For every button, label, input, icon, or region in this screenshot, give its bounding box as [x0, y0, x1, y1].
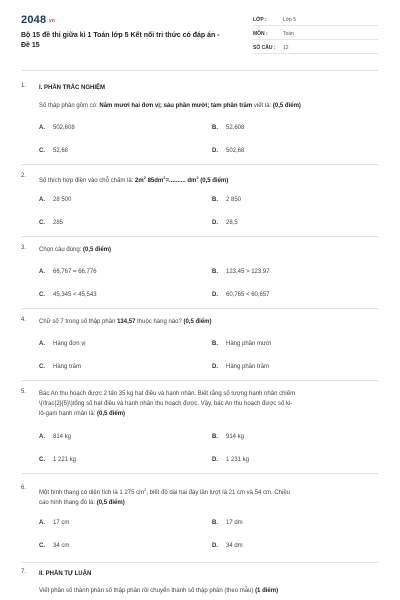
option-letter: B. — [212, 125, 218, 131]
option-letter: C. — [39, 543, 45, 549]
text-part: viết là: — [252, 103, 273, 109]
points: (0,5 điểm) — [272, 103, 301, 109]
logo-main: 2048 — [21, 14, 47, 26]
logo-suffix: .vn — [47, 18, 56, 24]
option-letter: A. — [39, 520, 45, 526]
meta-value: 12 — [283, 45, 289, 51]
text-part: Số thích hợp điền vào chỗ chấm là: — [39, 178, 135, 184]
option-letter: A. — [39, 341, 45, 347]
text-bold — [135, 175, 199, 184]
option-letter: C. — [39, 292, 45, 298]
option-text: Hàng đơn vị — [53, 341, 86, 347]
text-bold: Năm mươi hai đơn vị; sáu phần mười; tám phần trăm — [99, 103, 253, 109]
option-letter: D. — [212, 148, 218, 154]
option-text: Hàng phần mười — [226, 341, 272, 347]
text-part: Chữ số 7 trong số thập phân — [39, 319, 118, 325]
option-letter: B. — [212, 269, 218, 275]
option-text: 285 — [53, 220, 64, 226]
question-number: 4. — [21, 317, 27, 323]
question-text — [39, 485, 379, 508]
option-letter: A. — [39, 269, 45, 275]
option-text: 814 kg — [53, 434, 72, 440]
divider — [21, 380, 379, 381]
points: (0,5 điểm) — [96, 500, 125, 506]
question-number: 6. — [21, 485, 27, 491]
question-text — [39, 389, 379, 419]
divider — [21, 562, 379, 563]
option-text: 1 231 kg — [226, 457, 250, 463]
option-text: 2 850 — [226, 197, 242, 203]
option-text: 28 500 — [53, 197, 72, 203]
points: (0,5 điểm) — [97, 411, 126, 417]
meta-row-count — [253, 43, 378, 54]
question-text — [39, 317, 379, 327]
option-text: Hàng trăm — [53, 364, 82, 370]
option-letter: D. — [212, 364, 218, 370]
section-title: II. PHẦN TỰ LUẬN — [39, 571, 92, 577]
question-number: 2. — [21, 173, 27, 179]
text-part: Số thập phân gồm có: — [39, 103, 100, 109]
points: (0,5 điểm) — [183, 319, 212, 325]
header — [0, 0, 400, 62]
superscript: 2 — [163, 175, 166, 180]
text-bold: 134,57 — [117, 319, 136, 325]
points: (0,5 điểm) — [83, 247, 112, 253]
superscript: 2 — [196, 175, 199, 180]
text-line — [39, 409, 379, 419]
divider — [21, 236, 379, 237]
text-line — [39, 485, 379, 498]
question-number: 5. — [21, 389, 27, 395]
option-text: 502,608 — [53, 125, 75, 131]
text-part: Viết phân số thành phân số thập phân rồi chuyển thành số thập phân (theo mẫu) — [39, 588, 256, 594]
option-text: 914 kg — [226, 434, 245, 440]
option-text: 502,68 — [226, 148, 245, 154]
divider — [21, 164, 379, 165]
option-text: 123,45 > 123,97 — [226, 269, 270, 275]
text-part: =.......... dm — [165, 178, 197, 184]
option-text: 1 221 kg — [53, 457, 77, 463]
document-title: Bộ 15 đề thi giữa kì 1 Toán lớp 5 Kết nối tri thức có đáp án - Đề 15 — [21, 32, 220, 49]
text-line: Bác An thu hoạch được 2 tấn 35 kg hạt điều và hạnh nhân. Biết rằng số lượng hạnh nhân chiếm — [39, 391, 296, 397]
divider — [21, 473, 379, 474]
question-number: 7. — [21, 569, 27, 575]
text-part: 2m — [135, 178, 144, 184]
option-letter: B. — [212, 520, 218, 526]
question-text — [39, 173, 379, 186]
option-text: 52,608 — [226, 125, 245, 131]
option-letter: B. — [212, 434, 218, 440]
option-text: 52,68 — [53, 148, 69, 154]
meta-key: MÔN : — [253, 31, 268, 37]
question-text — [39, 586, 379, 596]
text-part: 85dm — [145, 178, 164, 184]
option-letter: A. — [39, 125, 45, 131]
divider — [21, 70, 379, 71]
meta-key: LỚP : — [253, 17, 267, 23]
text-part: Chọn câu đúng: — [39, 247, 84, 253]
section-title: I. PHẦN TRẮC NGHIỆM — [39, 85, 105, 91]
text-part: lô-gam hạnh nhân là: — [39, 411, 98, 417]
option-letter: D. — [212, 457, 218, 463]
option-letter: C. — [39, 220, 45, 226]
text-part: cao hình thang đó là: — [39, 500, 97, 506]
option-letter: B. — [212, 197, 218, 203]
superscript: 2 — [144, 487, 147, 492]
text-line: \(\frac{2}{5}\)tổng số hạt điều và hạnh nhân thu hoạch được. Vậy, bác An thu hoạch được số ki- — [39, 401, 293, 407]
option-text: 28,5 — [226, 220, 238, 226]
site-logo[interactable] — [21, 14, 55, 26]
option-text: 17 dm — [226, 520, 243, 526]
option-text: 45,345 < 45,543 — [53, 292, 97, 298]
option-letter: C. — [39, 364, 45, 370]
option-text: 66,767 = 66,776 — [53, 269, 97, 275]
question-number: 3. — [21, 245, 27, 251]
text-part: thuộc hàng nào? — [135, 319, 184, 325]
option-letter: D. — [212, 543, 218, 549]
text-part: , biết độ dài hai đáy lần lượt là 21 cm và 54 cm. Chiều — [146, 490, 291, 496]
question-text — [39, 101, 379, 111]
option-letter: D. — [212, 220, 218, 226]
option-letter: B. — [212, 341, 218, 347]
text-line — [39, 498, 379, 508]
option-letter: C. — [39, 148, 45, 154]
option-text: 60,765 < 60,657 — [226, 292, 270, 298]
superscript: 2 — [143, 175, 146, 180]
meta-value: Toán — [283, 31, 294, 37]
points: (1 điểm) — [255, 588, 279, 594]
option-text: 34 cm — [53, 543, 70, 549]
question-text — [39, 245, 379, 255]
option-text: Hàng phần trăm — [226, 364, 270, 370]
question-number: 1. — [21, 83, 27, 89]
option-letter: A. — [39, 434, 45, 440]
meta-row-class — [253, 15, 378, 26]
points: (0,5 điểm) — [200, 178, 229, 184]
meta-row-subject — [253, 29, 378, 40]
option-letter: D. — [212, 292, 218, 298]
option-text: 34 dm — [226, 543, 243, 549]
option-letter: A. — [39, 197, 45, 203]
divider — [21, 308, 379, 309]
text-part: Một hình thang có diện tích là 1 275 cm — [39, 490, 145, 496]
meta-key: SỐ CÂU : — [253, 45, 276, 51]
option-letter: C. — [39, 457, 45, 463]
option-text: 17 cm — [53, 520, 70, 526]
meta-value: Lớp 5 — [283, 17, 297, 23]
